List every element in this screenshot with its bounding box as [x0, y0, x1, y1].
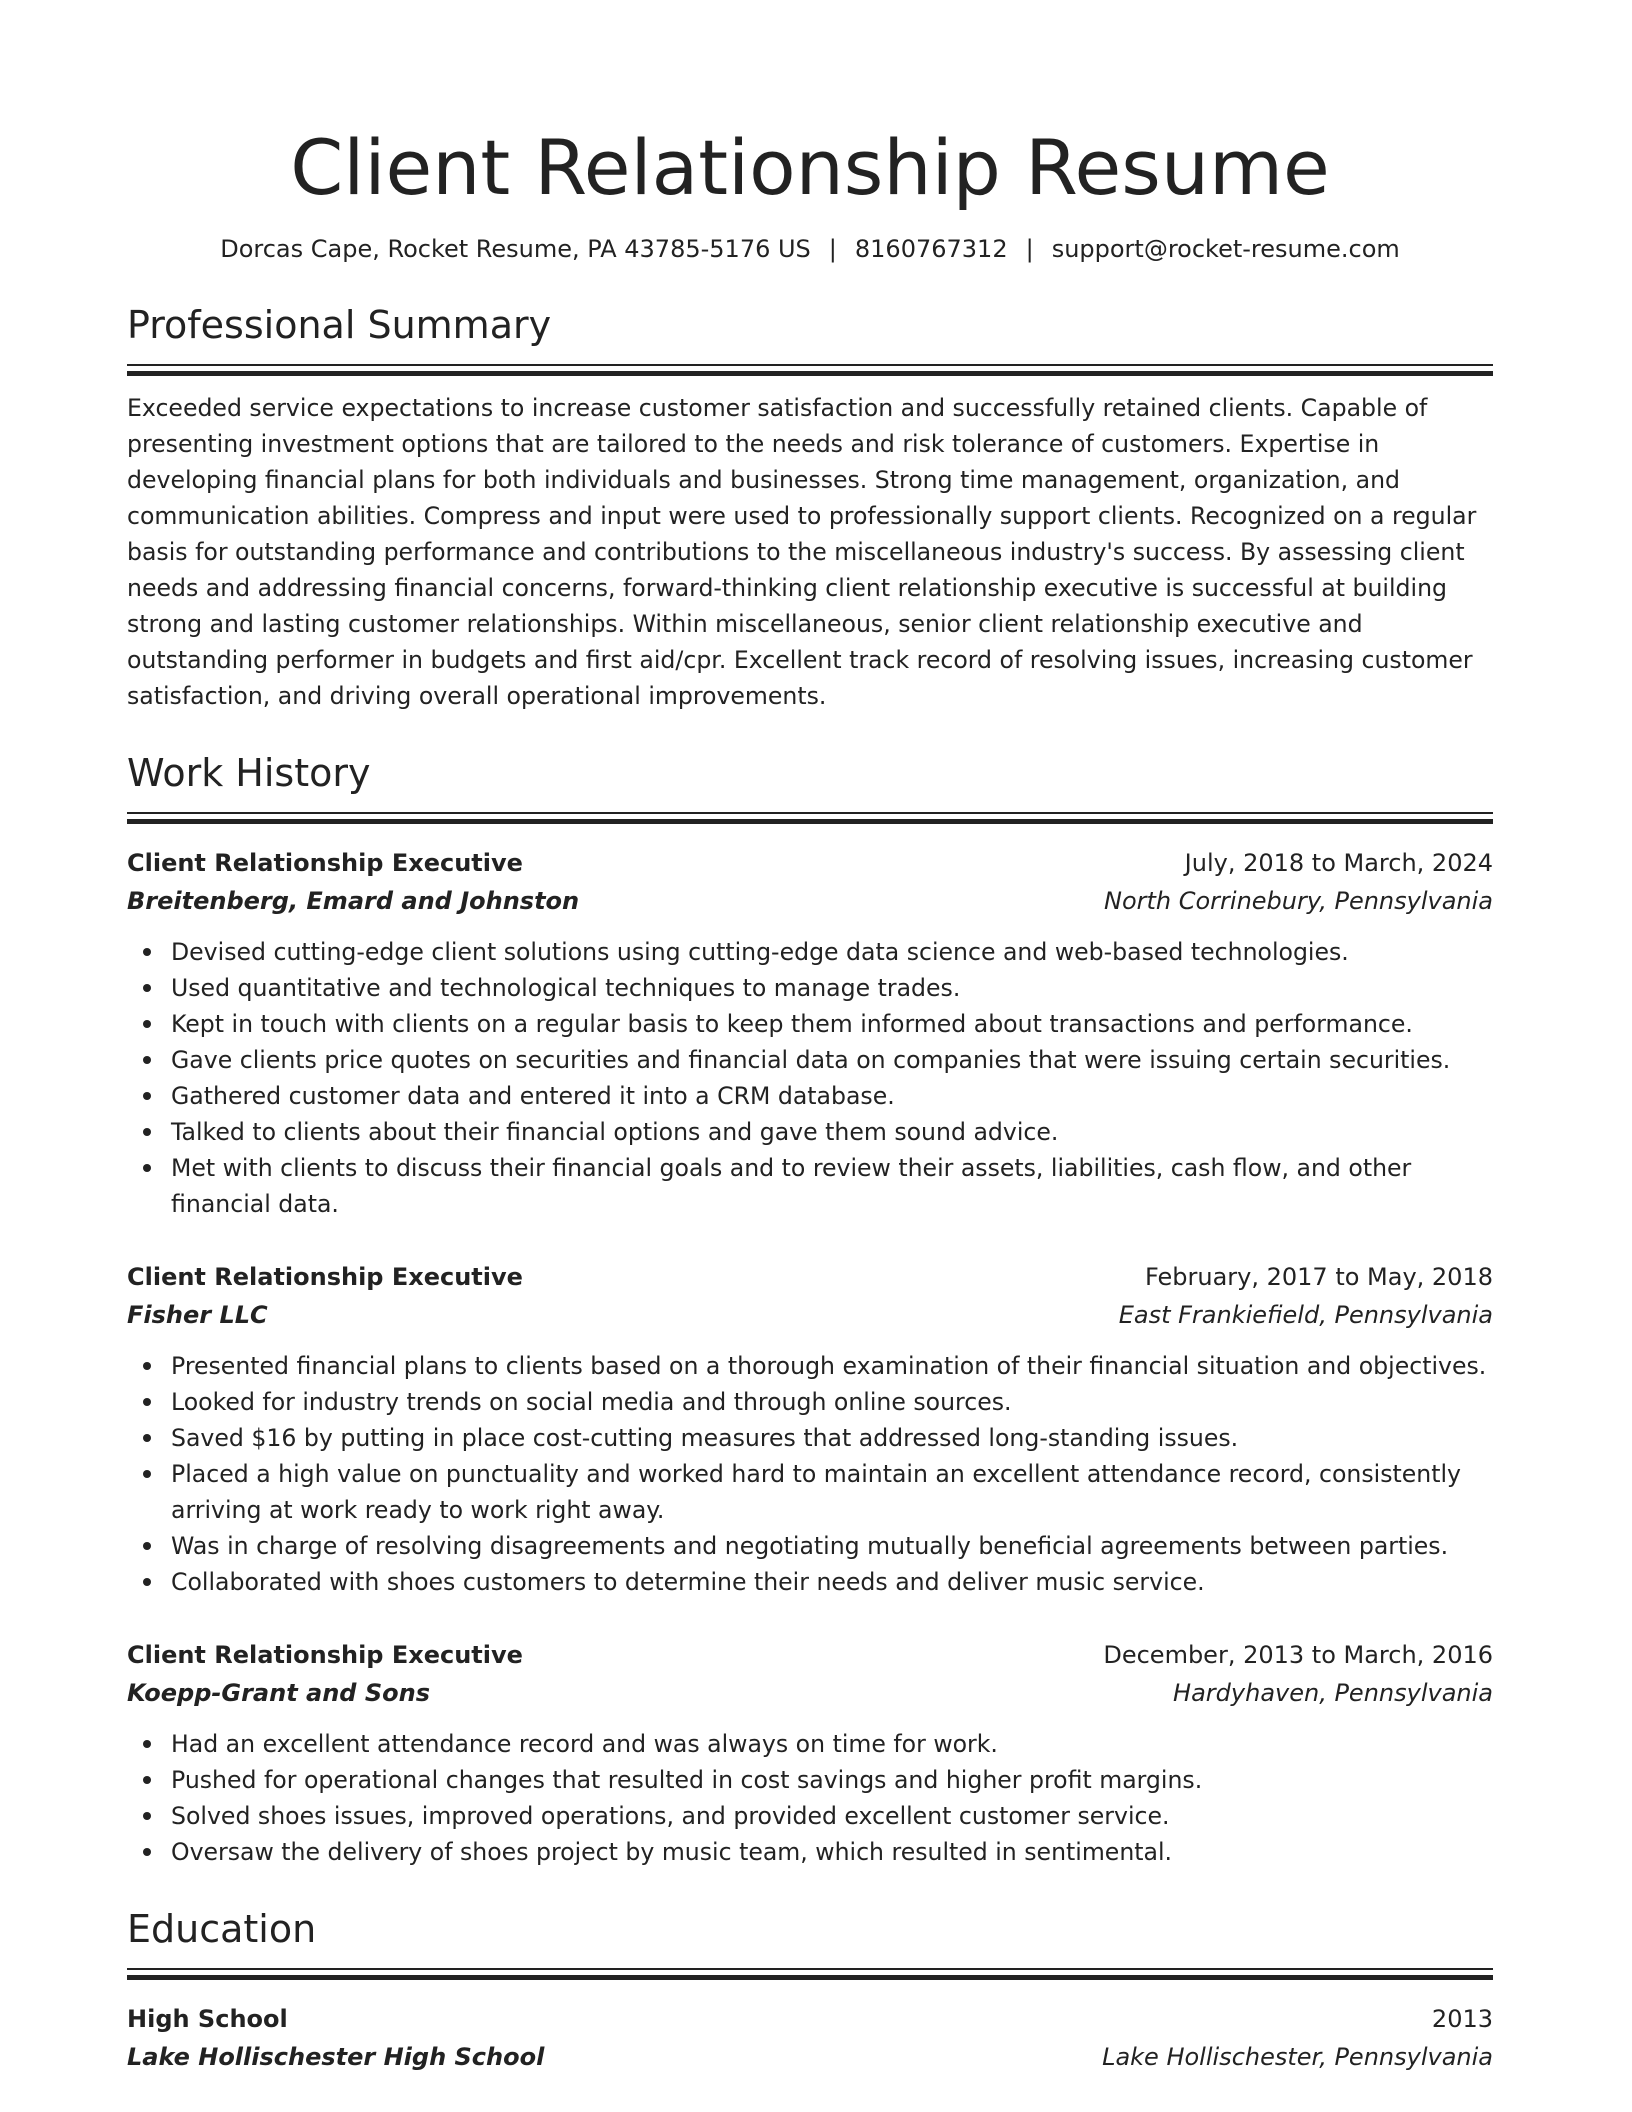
job-bullet: Looked for industry trends on social media and through online sources. — [127, 1384, 1493, 1420]
education-entry — [127, 2000, 1493, 2076]
job-location: Hardyhaven, Pennsylvania — [1173, 1679, 1493, 1707]
section-divider — [127, 812, 1493, 824]
job-bullet: Talked to clients about their financial options and gave them sound advice. — [127, 1114, 1493, 1150]
job-bullet: Was in charge of resolving disagreements and negotiating mutually beneficial agreements between parties. — [127, 1528, 1493, 1564]
contact-email: support@rocket-resume.com — [1051, 235, 1400, 263]
job-entry — [127, 1636, 1493, 1870]
section-heading-education: Education — [127, 1907, 317, 1951]
education-degree: High School — [127, 2005, 288, 2033]
job-entry — [127, 844, 1493, 1222]
section-heading-summary: Professional Summary — [127, 303, 552, 347]
job-bullet: Presented financial plans to clients based on a thorough examination of their financial situation and objectives. — [127, 1348, 1493, 1384]
job-bullet: Devised cutting-edge client solutions using cutting-edge data science and web-based technologies. — [127, 934, 1493, 970]
job-entry — [127, 1258, 1493, 1600]
job-dates: July, 2018 to March, 2024 — [1184, 849, 1493, 877]
job-company: Fisher LLC — [127, 1301, 268, 1329]
job-company: Breitenberg, Emard and Johnston — [127, 887, 580, 915]
job-bullet-list — [127, 934, 1493, 1222]
resume-title: Client Relationship Resume — [290, 123, 1330, 212]
job-bullet: Collaborated with shoes customers to determine their needs and deliver music service. — [127, 1564, 1493, 1600]
job-bullet-list — [127, 1348, 1493, 1600]
education-year: 2013 — [1431, 2005, 1493, 2033]
resume-page — [127, 0, 1493, 2076]
job-bullet: Kept in touch with clients on a regular basis to keep them informed about transactions and performance. — [127, 1006, 1493, 1042]
section-divider — [127, 364, 1493, 376]
job-dates: February, 2017 to May, 2018 — [1145, 1263, 1493, 1291]
section-heading-work-history: Work History — [127, 751, 371, 795]
job-title: Client Relationship Executive — [127, 1263, 523, 1291]
summary-text: Exceeded service expectations to increase customer satisfaction and successfully retained clients. Capable of presenting investment options that are tailored to the needs and risk tolerance of customers. Expertise in developing financial plans for both individuals and businesses. Strong time management, organization, and communication abilities. Compress and input were used to professionally support clients. Recognized on a regular basis for outstanding performance and contributions to the miscellaneous industry's success. By assessing client needs and addressing financial concerns, forward-thinking client relationship executive is successful at building strong and lasting customer relationships. Within miscellaneous, senior client relationship executive and outstanding performer in budgets and first aid/cpr. Excellent track record of resolving issues, increasing customer satisfaction, and driving overall operational improvements. — [127, 394, 1477, 710]
job-bullet: Met with clients to discuss their financial goals and to review their assets, liabilities, cash flow, and other financial data. — [127, 1150, 1493, 1222]
job-bullet: Solved shoes issues, improved operations, and provided excellent customer service. — [127, 1798, 1493, 1834]
job-bullet: Had an excellent attendance record and was always on time for work. — [127, 1726, 1493, 1762]
job-bullet: Saved $16 by putting in place cost-cutting measures that addressed long-standing issues. — [127, 1420, 1493, 1456]
contact-phone: 8160767312 — [854, 235, 1008, 263]
job-bullet: Gave clients price quotes on securities and financial data on companies that were issuing certain securities. — [127, 1042, 1493, 1078]
job-bullet: Used quantitative and technological techniques to manage trades. — [127, 970, 1493, 1006]
contact-separator: | — [1025, 235, 1034, 263]
job-bullet: Oversaw the delivery of shoes project by music team, which resulted in sentimental. — [127, 1834, 1493, 1870]
education-school: Lake Hollischester High School — [127, 2043, 545, 2071]
job-company: Koepp-Grant and Sons — [127, 1679, 430, 1707]
job-bullet: Placed a high value on punctuality and worked hard to maintain an excellent attendance record, consistently arriving at work ready to work right away. — [127, 1456, 1493, 1528]
job-title: Client Relationship Executive — [127, 1641, 523, 1669]
section-divider — [127, 1968, 1493, 1980]
job-dates: December, 2013 to March, 2016 — [1103, 1641, 1493, 1669]
education-location: Lake Hollischester, Pennsylvania — [1102, 2043, 1493, 2071]
contact-address: Dorcas Cape, Rocket Resume, PA 43785-5176 US — [220, 235, 811, 263]
job-bullet: Pushed for operational changes that resulted in cost savings and higher profit margins. — [127, 1762, 1493, 1798]
contact-line — [127, 232, 1493, 266]
job-bullet-list — [127, 1726, 1493, 1870]
job-title: Client Relationship Executive — [127, 849, 523, 877]
job-location: North Corrinebury, Pennsylvania — [1103, 887, 1493, 915]
contact-separator: | — [828, 235, 837, 263]
job-location: East Frankiefield, Pennsylvania — [1118, 1301, 1493, 1329]
job-bullet: Gathered customer data and entered it into a CRM database. — [127, 1078, 1493, 1114]
